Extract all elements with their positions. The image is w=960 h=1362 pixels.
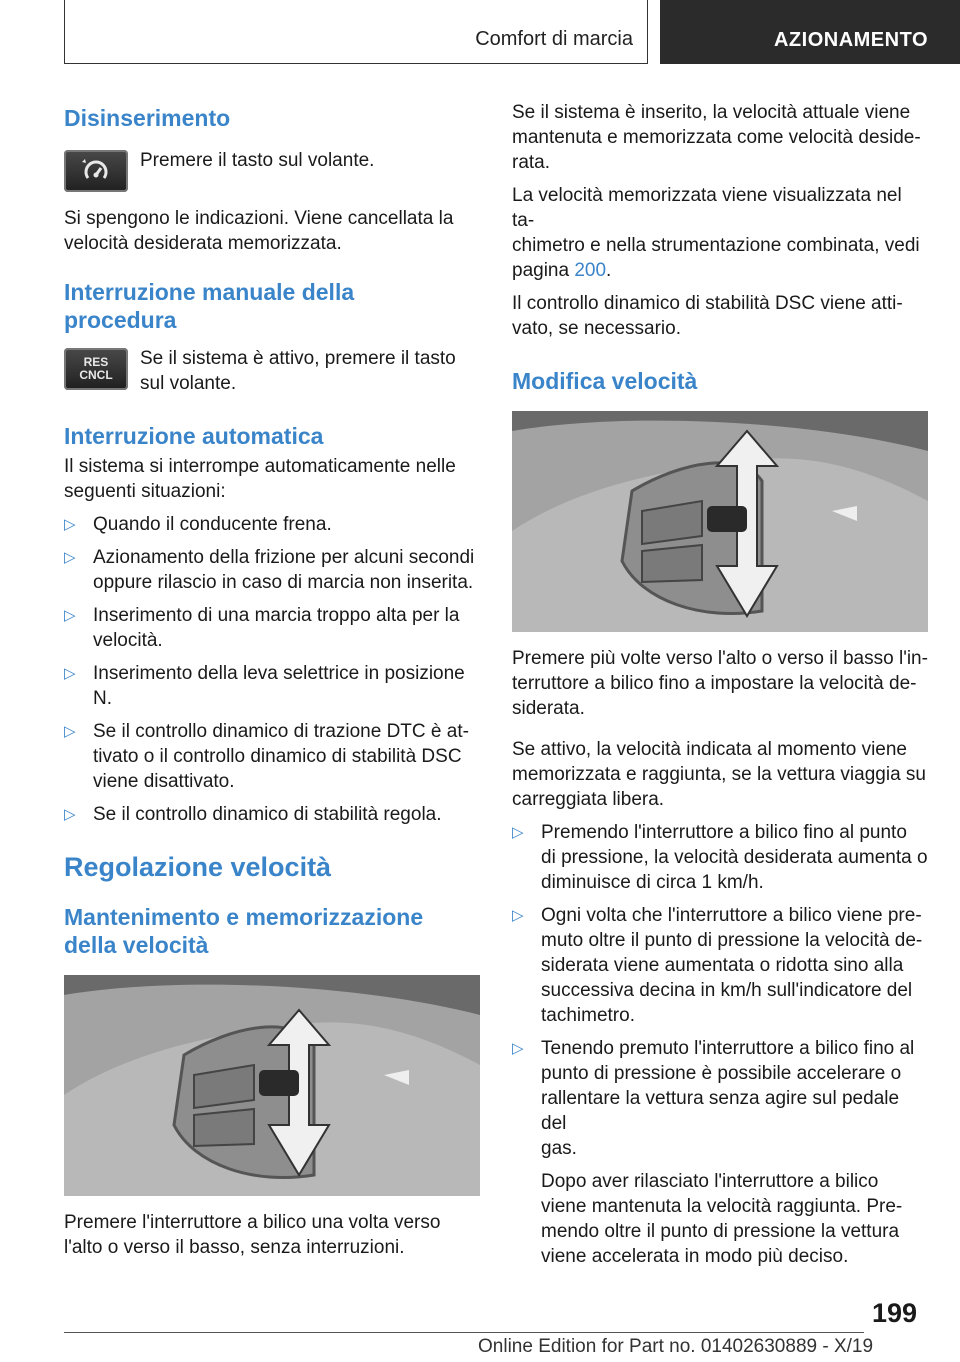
header-chapter-label: AZIONAMENTO	[773, 29, 928, 51]
bullet-triangle-icon: ▷	[512, 907, 524, 924]
spengono-line-2: velocità desiderata memorizzata.	[64, 233, 342, 254]
left-column	[64, 100, 480, 1260]
bullet-line: Inserimento della leva selettrice in posizione	[93, 663, 465, 684]
bullet-triangle-icon: ▷	[64, 516, 76, 533]
steering-wheel-illustration	[64, 975, 480, 1196]
bullet-item	[512, 1036, 928, 1161]
right-dsc-2: vato, se necessario.	[512, 318, 681, 339]
bullet-triangle-icon: ▷	[64, 607, 76, 624]
bullet-line: N.	[93, 688, 112, 709]
right-intro-3: rata.	[512, 152, 551, 173]
auto-bullet-list	[64, 512, 480, 827]
mantenimento-caption-1: Premere l'interruttore a bilico una volta verso	[64, 1212, 441, 1233]
bullet-triangle-icon: ▷	[64, 723, 76, 740]
modifica-caption-1: Premere più volte verso l'alto o verso il basso l'in-	[512, 648, 928, 669]
heading-interruzione-manuale-2: procedura	[64, 307, 177, 333]
bullet-triangle-icon: ▷	[512, 824, 524, 841]
bullet-item	[64, 661, 480, 711]
right-tachi-1: La velocità memorizzata viene visualizzata nel ta-	[512, 185, 902, 231]
res-label: RES	[83, 355, 109, 369]
right-tachi-2: chimetro e nella strumentazione combinata, vedi	[512, 235, 920, 256]
bullet-line: tivato o il controllo dinamico di stabilità DSC	[93, 746, 462, 767]
bullet-item	[64, 512, 480, 537]
attivo-1: Se attivo, la velocità indicata al momento viene	[512, 739, 907, 760]
footer-edition: Online Edition for Part no. 01402630889 - X/19	[478, 1336, 874, 1357]
bullet-item	[64, 802, 480, 827]
speedometer-icon	[76, 156, 116, 186]
bullet-line: Ogni volta che l'interruttore a bilico viene pre-	[541, 905, 922, 926]
bullet-line: successiva decina in km/h sull'indicatore del	[541, 980, 913, 1001]
disinserimento-row	[64, 148, 480, 192]
page-200-link[interactable]: 200	[574, 260, 607, 281]
bullet-item	[64, 545, 480, 595]
right-intro-1: Se il sistema è inserito, la velocità attuale viene	[512, 102, 911, 123]
spengono-line-1: Si spengono le indicazioni. Viene cancellata la	[64, 208, 454, 229]
bullet-item	[512, 903, 928, 1028]
bullet-triangle-icon: ▷	[64, 549, 76, 566]
right-tachi-3	[512, 258, 928, 283]
dopo-4: viene accelerata in modo più deciso.	[541, 1246, 849, 1267]
bullet-triangle-icon: ▷	[64, 665, 76, 682]
bullet-line: Se il controllo dinamico di stabilità regola.	[93, 804, 442, 825]
steering-wheel-switch-image	[64, 975, 480, 1196]
bullet-line: Se il controllo dinamico di trazione DTC è at-	[93, 721, 469, 742]
auto-intro-1: Il sistema si interrompe automaticamente nelle	[64, 456, 456, 477]
bullet-line: Premendo l'interruttore a bilico fino al punto	[541, 822, 907, 843]
bullet-item	[64, 719, 480, 794]
attivo-3: carreggiata libera.	[512, 789, 665, 810]
heading-modifica: Modifica velocità	[512, 368, 698, 394]
header-section-tab	[64, 0, 648, 64]
page-number: 199	[872, 1298, 918, 1328]
cruise-control-button-icon	[64, 150, 128, 192]
bullet-line: Quando il conducente frena.	[93, 514, 332, 535]
heading-interruzione-auto: Interruzione automatica	[64, 423, 324, 449]
modifica-caption-2: terruttore a bilico fino a impostare la velocità de-	[512, 673, 917, 694]
manuale-line-1: Se il sistema è attivo, premere il tasto	[140, 348, 456, 369]
mantenimento-caption-2: l'alto o verso il basso, senza interruzioni.	[64, 1237, 405, 1258]
bullet-line: siderata viene aumentata o ridotta sino alla	[541, 955, 904, 976]
disinserimento-text: Premere il tasto sul volante.	[140, 150, 375, 171]
bullet-line: oppure rilascio in caso di marcia non inserita.	[93, 572, 474, 593]
bullet-line: di pressione, la velocità desiderata aumenta o	[541, 847, 928, 868]
bullet-item	[512, 820, 928, 895]
bullet-line: velocità.	[93, 630, 163, 651]
dopo-3: mendo oltre il punto di pressione la vettura	[541, 1221, 900, 1242]
modifica-caption-3: siderata.	[512, 698, 585, 719]
bullet-line: viene disattivato.	[93, 771, 235, 792]
auto-intro-2: seguenti situazioni:	[64, 481, 226, 502]
dopo-2: viene mantenuta la velocità raggiunta. Pre-	[541, 1196, 903, 1217]
bullet-item	[64, 603, 480, 653]
manuale-row	[64, 346, 480, 396]
right-tachi-3-post: .	[606, 260, 612, 281]
bullet-line: rallentare la vettura senza agire sul pedale del	[541, 1088, 900, 1134]
dopo-paragraph	[512, 1169, 928, 1269]
header-chapter-tab	[660, 0, 960, 64]
dopo-1: Dopo aver rilasciato l'interruttore a bilico	[541, 1171, 879, 1192]
right-column	[512, 100, 928, 1269]
res-cncl-button-icon	[64, 348, 128, 390]
manuale-line-2: sul volante.	[140, 373, 237, 394]
bullet-line: gas.	[541, 1138, 577, 1159]
modifica-bullet-list	[512, 820, 928, 1161]
bullet-line: Tenendo premuto l'interruttore a bilico fino al	[541, 1038, 915, 1059]
bullet-triangle-icon: ▷	[512, 1040, 524, 1057]
bullet-line: tachimetro.	[541, 1005, 635, 1026]
bullet-line: punto di pressione è possibile accelerare o	[541, 1063, 902, 1084]
right-dsc-1: Il controllo dinamico di stabilità DSC viene atti-	[512, 293, 903, 314]
bullet-line: diminuisce di circa 1 km/h.	[541, 872, 764, 893]
bullet-line: Azionamento della frizione per alcuni secondi	[93, 547, 475, 568]
header-section-label: Comfort di marcia	[475, 28, 633, 50]
heading-interruzione-manuale-1: Interruzione manuale della	[64, 279, 355, 305]
bullet-triangle-icon: ▷	[64, 806, 76, 823]
right-tachi-3-pre: pagina	[512, 260, 575, 281]
heading-mantenimento-1: Mantenimento e memorizzazione	[64, 904, 424, 930]
heading-regolazione: Regolazione velocità	[64, 852, 332, 882]
attivo-2: memorizzata e raggiunta, se la vettura viaggia su	[512, 764, 926, 785]
bullet-line: Inserimento di una marcia troppo alta per la	[93, 605, 460, 626]
right-intro-2: mantenuta e memorizzata come velocità deside-	[512, 127, 921, 148]
steering-wheel-illustration-2	[512, 411, 928, 632]
heading-mantenimento-2: della velocità	[64, 932, 209, 958]
bullet-line: muto oltre il punto di pressione la velocità de-	[541, 930, 923, 951]
cncl-label: CNCL	[79, 368, 113, 382]
footer-divider	[64, 1332, 864, 1333]
heading-disinserimento: Disinserimento	[64, 105, 231, 131]
steering-wheel-switch-image-2	[512, 411, 928, 632]
